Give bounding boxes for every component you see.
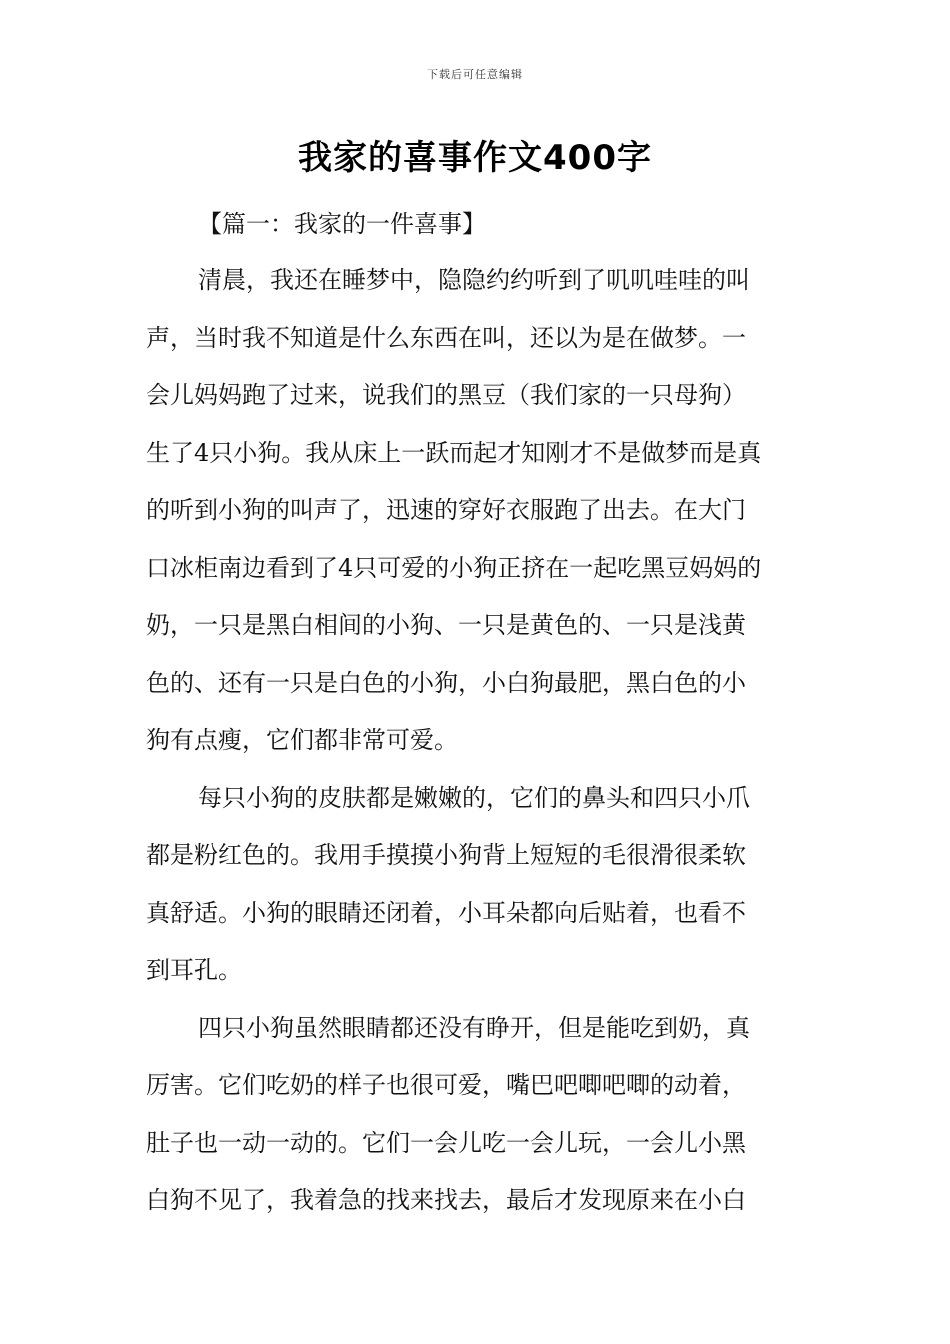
paragraph-line: 都是粉红色的。我用手摸摸小狗背上短短的毛很滑很柔软 (146, 841, 746, 869)
paragraph-line: 肚子也一动一动的。它们一会儿吃一会儿玩，一会儿小黑 (146, 1128, 746, 1157)
paragraph-line: 白狗不见了，我着急的找来找去，最后才发现原来在小白 (146, 1186, 746, 1214)
document-title: 我家的喜事作文400字 (298, 138, 652, 178)
paragraph-line: 奶，一只是黑白相间的小狗、一只是黄色的、一只是浅黄 (146, 611, 746, 639)
paragraph-line: 到耳孔。 (146, 956, 242, 984)
paragraph-line: 四只小狗虽然眼睛都还没有睁开，但是能吃到奶，真 (198, 1013, 750, 1042)
paragraph-line: 会儿妈妈跑了过来，说我们的黑豆（我们家的一只母狗） (146, 381, 746, 409)
paragraph-line: 生了4只小狗。我从床上一跃而起才知刚才不是做梦而是真 (146, 438, 762, 467)
paragraph-line: 真舒适。小狗的眼睛还闭着，小耳朵都向后贴着，也看不 (146, 898, 746, 927)
paragraph-1 (146, 252, 810, 770)
paragraph-line: 清晨，我还在睡梦中，隐隐约约听到了叽叽哇哇的叫 (198, 266, 750, 294)
paragraph-line: 口冰柜南边看到了4只可爱的小狗正挤在一起吃黑豆妈妈的 (146, 553, 762, 582)
paragraph-line: 色的、还有一只是白色的小狗，小白狗最肥，黑白色的小 (146, 668, 746, 697)
paragraph-2 (146, 770, 810, 1000)
document-body (146, 196, 810, 1230)
paragraph-3 (146, 1000, 810, 1230)
section-heading: 【篇一：我家的一件喜事】 (198, 210, 486, 238)
page-header-note: 下载后可任意编辑 (427, 68, 523, 81)
paragraph-line: 的听到小狗的叫声了，迅速的穿好衣服跑了出去。在大门 (146, 496, 746, 524)
paragraph-line: 厉害。它们吃奶的样子也很可爱，嘴巴吧唧吧唧的动着， (146, 1071, 746, 1099)
paragraph-line: 狗有点瘦，它们都非常可爱。 (146, 726, 458, 754)
paragraph-line: 声，当时我不知道是什么东西在叫，还以为是在做梦。一 (146, 323, 746, 352)
paragraph-line: 每只小狗的皮肤都是嫩嫩的，它们的鼻头和四只小爪 (198, 783, 750, 812)
